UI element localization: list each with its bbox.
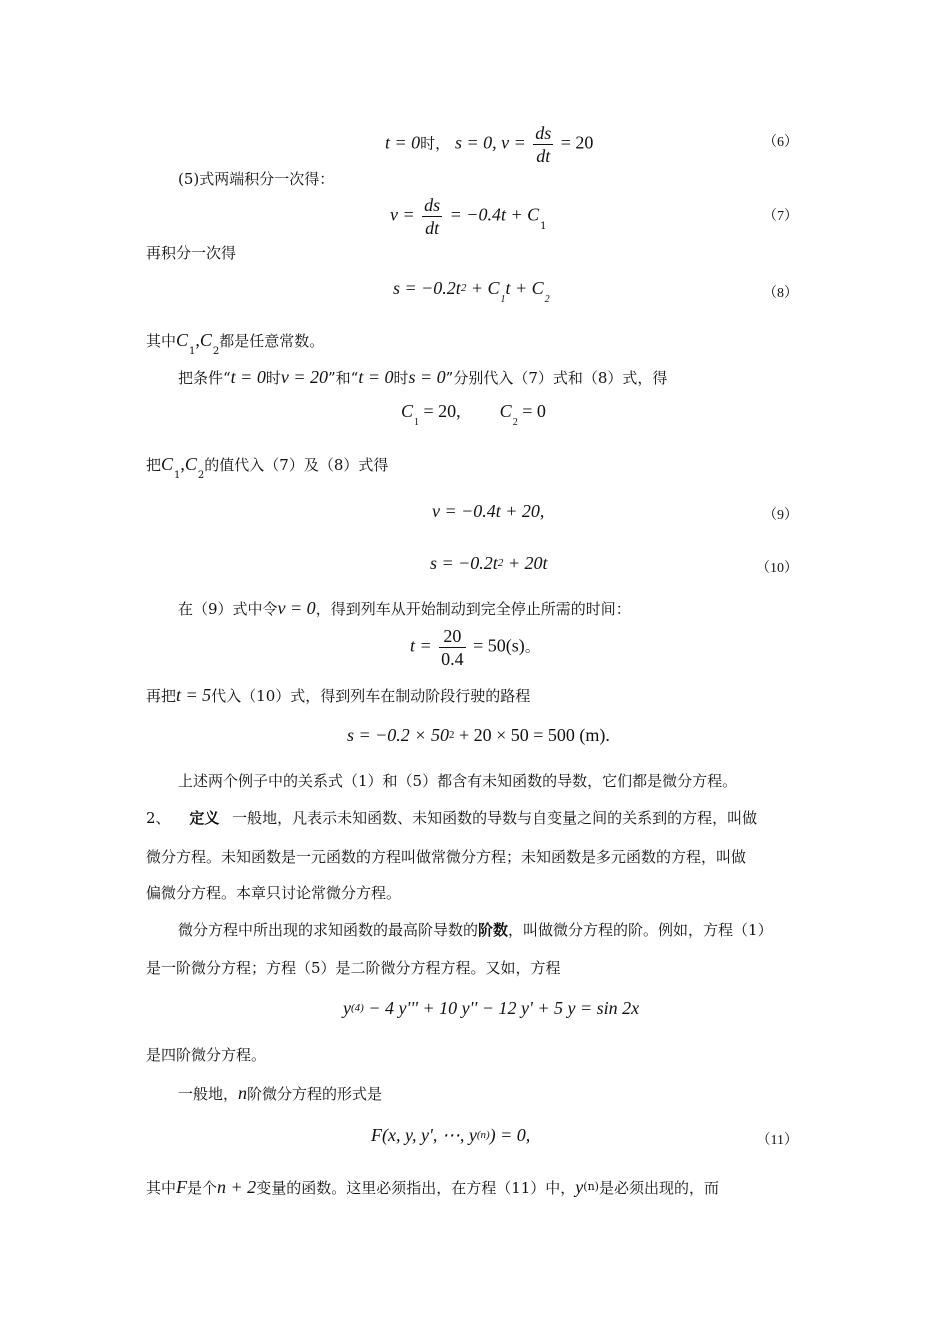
text-substitute-constants: 把$C_1,C_2$的值代入（7）及（8）式得 bbox=[146, 454, 389, 481]
equation-stop-time: t = $\frac{20}{0.4}$ = 50(s)。 bbox=[410, 626, 540, 669]
equation-10-label: （10） bbox=[756, 561, 798, 576]
text-integrate-again: 再积分一次得 bbox=[146, 244, 237, 262]
text-conditions: 把条件“t = 0时v = 20”和“t = 0时s = 0”分别代入（7）式和（8）式，得 bbox=[178, 367, 668, 387]
equation-11: F(x, y, y', ⋯, y(n)) = 0, bbox=[371, 1125, 531, 1145]
text-general-form: 一般地，n阶微分方程的形式是 bbox=[178, 1083, 383, 1103]
text-arbitrary-constants: 其中$C_1,C_2$都是任意常数。 bbox=[146, 330, 325, 357]
text-integrate-once: (5)式两端积分一次得： bbox=[178, 170, 335, 188]
equation-6-label: （6） bbox=[763, 135, 798, 150]
equation-constant-values: $C_1 = 20$, $C_2 = 0$ bbox=[401, 401, 546, 428]
equation-8: $s = -0.2t2 + C_1t + C_2$ bbox=[393, 278, 550, 305]
equation-6: t = 0时， s = 0, v = $\frac{ds}{dt}$ = 20 bbox=[385, 123, 594, 166]
text-substitute-t5: 再把t = 5代入（10）式，得到列车在制动阶段行驶的路程 bbox=[146, 685, 531, 705]
text-definition-line2: 微分方程。未知函数是一元函数的方程叫做常微分方程；未知函数是多元函数的方程，叫做 bbox=[146, 848, 747, 866]
equation-10: s = −0.2t2 + 20t bbox=[430, 553, 548, 573]
text-definition: 2、 定义 一般地，凡表示未知函数、未知函数的导数与自变量之间的关系到的方程，叫做 bbox=[146, 809, 758, 827]
text-fourth-order: 是四阶微分方程。 bbox=[146, 1046, 267, 1064]
equation-distance: s = −0.2 × 502 + 20 × 50 = 500 (m). bbox=[347, 725, 610, 745]
text-last-line: 其中F是个n + 2变量的函数。这里必须指出，在方程（11）中，$y^{(n)}$是必须出现的，而 bbox=[146, 1177, 719, 1197]
equation-7: v = $\frac{ds}{dt}$ = $-0.4t + C_1$ bbox=[390, 195, 547, 238]
equation-7-label: （7） bbox=[763, 209, 798, 224]
equation-9: v = −0.4t + 20, bbox=[432, 501, 545, 521]
equation-fourth-order: y(4) − 4 y''' + 10 y'' − 12 y' + 5 y = sin 2x bbox=[343, 998, 640, 1018]
equation-8-label: （8） bbox=[763, 286, 798, 301]
text-order-definition: 微分方程中所出现的求知函数的最高阶导数的阶数，叫做微分方程的阶。例如，方程（1） bbox=[178, 921, 773, 939]
text-definition-line3: 偏微分方程。本章只讨论常微分方程。 bbox=[146, 884, 402, 902]
text-set-v-zero: 在（9）式中令v = 0，得到列车从开始制动到完全停止所需的时间： bbox=[178, 598, 631, 618]
equation-9-label: （9） bbox=[763, 508, 798, 523]
text-order-line2: 是一阶微分方程；方程（5）是二阶微分方程方程。又如，方程 bbox=[146, 959, 561, 977]
text-examples-summary: 上述两个例子中的关系式（1）和（5）都含有未知函数的导数，它们都是微分方程。 bbox=[178, 772, 738, 790]
equation-11-label: （11） bbox=[756, 1133, 798, 1148]
